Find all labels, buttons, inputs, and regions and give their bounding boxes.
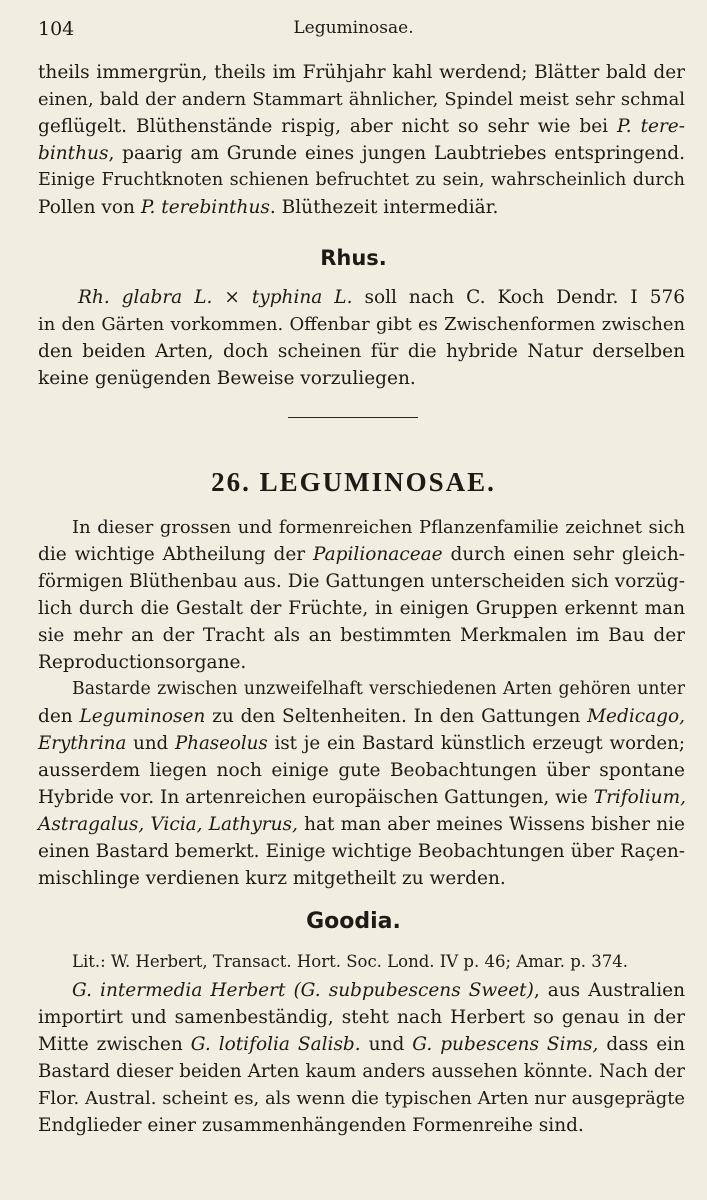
text-line: theils immergrün, theils im Frühjahr kahl werdend; Blätter bald der: [38, 62, 685, 83]
text-line: In dieser grossen und formenreichen Pflanzenfamilie zeichnet sich: [72, 517, 685, 538]
genus-heading-rhus: Rhus.: [320, 246, 387, 270]
text-line: Rh. glabra L. × typhina L. soll nach C. Koch Dendr. I 576: [78, 287, 686, 308]
literature-reference: Lit.: W. Herbert, Transact. Hort. Soc. Lond. IV p. 46; Amar. p. 374.: [72, 952, 629, 971]
text-line: keine genügenden Beweise vorzuliegen.: [38, 368, 416, 389]
text-line: den Leguminosen zu den Seltenheiten. In den Gattungen Medicago,: [38, 706, 685, 727]
running-title: Leguminosae.: [293, 18, 414, 38]
text-line: den beiden Arten, doch scheinen für die hybride Natur derselben: [38, 341, 685, 362]
text-line: binthus, paarig am Grunde eines jungen Laubtriebes entspringend.: [38, 143, 685, 164]
section-divider: [288, 417, 418, 418]
text-line: Endglieder einer zusammenhängenden Formenreihe sind.: [38, 1115, 584, 1136]
text-line: G. intermedia Herbert (G. subpubescens Sweet), aus Australien: [72, 980, 685, 1001]
text-line: geflügelt. Blüthenstände rispig, aber nicht so sehr wie bei P. tere-: [38, 116, 685, 137]
text-line: importirt und samenbeständig, steht nach Herbert so genau in der: [38, 1007, 685, 1028]
text-line: einen, bald der andern Stammart ähnlicher, Spindel meist sehr schmal: [38, 89, 685, 110]
text-line: Bastard dieser beiden Arten kaum anders aussehen könnte. Nach der: [38, 1061, 685, 1082]
text-line: Reproductionsorgane.: [38, 652, 247, 673]
text-line: lich durch die Gestalt der Früchte, in einigen Gruppen erkennt man: [38, 598, 685, 619]
text-line: sie mehr an der Tracht als an bestimmten Merkmalen im Bau der: [38, 625, 685, 646]
section-title: 26. LEGUMINOSAE.: [211, 467, 496, 497]
genus-heading-goodia: Goodia.: [306, 909, 401, 934]
page-header: [38, 14, 669, 44]
text-line: Bastarde zwischen unzweifelhaft verschiedenen Arten gehören unter: [72, 679, 685, 699]
text-line: mischlinge verdienen kurz mitgetheilt zu werden.: [38, 868, 506, 889]
text-line: die wichtige Abtheilung der Papilionaceae durch einen sehr gleich-: [38, 544, 685, 565]
text-line: Einige Fruchtknoten schienen befruchtet zu sein, wahrscheinlich durch: [38, 170, 685, 190]
text-line: Flor. Austral. scheint es, als wenn die typischen Arten nur ausgeprägte: [38, 1088, 685, 1109]
text-line: Erythrina und Phaseolus ist je ein Bastard künstlich erzeugt worden;: [38, 733, 685, 754]
text-line: in den Gärten vorkommen. Offenbar gibt es Zwischenformen zwischen: [38, 314, 685, 335]
text-line: einen Bastard bemerkt. Einige wichtige Beobachtungen über Raçen-: [38, 841, 685, 862]
page-number: 104: [38, 18, 75, 40]
text-line: Mitte zwischen G. lotifolia Salisb. und G. pubescens Sims, dass ein: [38, 1034, 685, 1055]
text-line: ausserdem liegen noch einige gute Beobachtungen über spontane: [38, 760, 685, 781]
text-line: Astragalus, Vicia, Lathyrus, hat man aber meines Wissens bisher nie: [38, 814, 685, 835]
text-line: Hybride vor. In artenreichen europäischen Gattungen, wie Trifolium,: [38, 787, 686, 808]
text-line: förmigen Blüthenbau aus. Die Gattungen unterscheiden sich vorzüg-: [38, 571, 685, 592]
text-line: Pollen von P. terebinthus. Blüthezeit intermediär.: [38, 197, 499, 218]
